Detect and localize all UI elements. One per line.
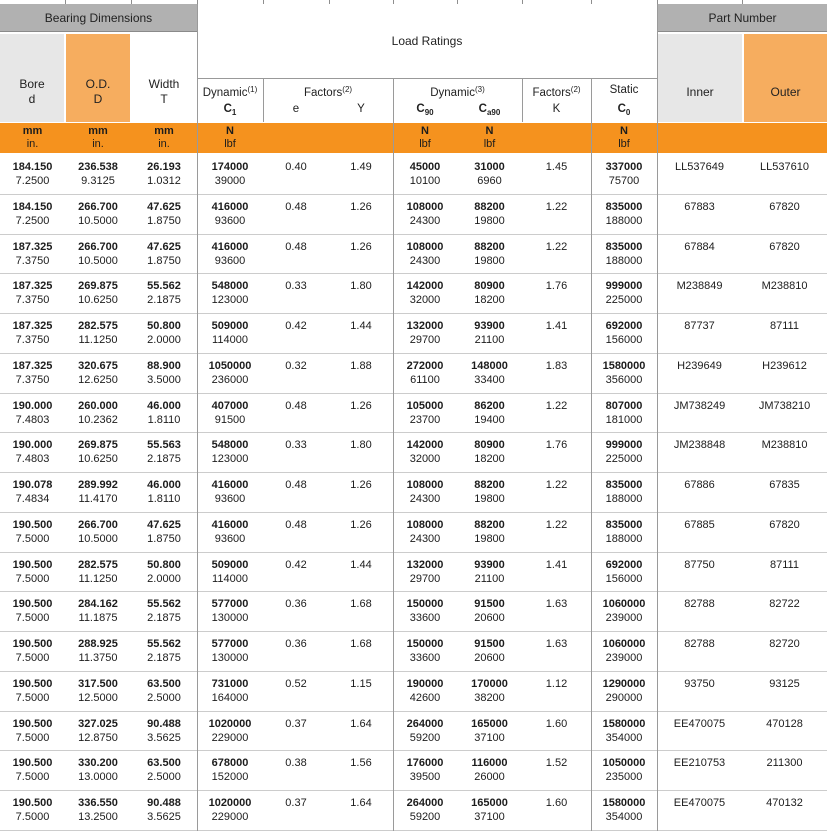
cell-outer: 67820 bbox=[769, 518, 800, 531]
column-divider bbox=[197, 4, 198, 831]
cell-width: 47.625 1.8750 bbox=[147, 200, 181, 227]
cell-c90: 176000 39500 bbox=[406, 757, 444, 784]
column-header-width: Width T bbox=[132, 34, 196, 122]
part-number-band bbox=[658, 4, 827, 32]
cell-k: 1.22 bbox=[545, 200, 568, 213]
cell-ca90: 88200 19800 bbox=[474, 479, 505, 506]
cell-c0: 1580000 354000 bbox=[602, 717, 646, 744]
cell-inner: 87737 bbox=[684, 320, 715, 333]
cell-c0: 1290000 290000 bbox=[602, 677, 646, 704]
cell-outer: LL537610 bbox=[760, 161, 809, 173]
group-label-dynamic3: Dynamic$^{(3)}$ bbox=[430, 85, 485, 99]
cell-outer: 67820 bbox=[769, 200, 800, 213]
cell-outer: H239612 bbox=[762, 359, 807, 372]
cell-c90: 108000 24300 bbox=[406, 479, 444, 506]
cell-od: 269.875 10.6250 bbox=[78, 439, 118, 466]
cell-width: 90.488 3.5625 bbox=[147, 797, 181, 824]
cell-c1: 577000 130000 bbox=[211, 598, 249, 625]
cell-width: 55.562 2.1875 bbox=[147, 280, 181, 307]
table-row bbox=[0, 155, 827, 195]
column-divider bbox=[263, 78, 264, 122]
cell-inner: EE210753 bbox=[673, 757, 726, 770]
cell-y: 1.64 bbox=[350, 797, 372, 810]
cell-c0: 1060000 239000 bbox=[602, 638, 646, 665]
cell-width: 63.500 2.5000 bbox=[147, 757, 181, 784]
units-band bbox=[0, 123, 827, 153]
group-label-factors-k: Factors$^{(2)}$ bbox=[532, 85, 581, 99]
cell-k: 1.12 bbox=[545, 677, 568, 690]
cell-c90: 132000 29700 bbox=[406, 558, 444, 585]
table-row bbox=[0, 394, 827, 434]
cell-e: 0.48 bbox=[285, 518, 307, 531]
cell-y: 1.88 bbox=[350, 359, 372, 372]
cell-width: 46.000 1.8110 bbox=[147, 399, 181, 426]
cell-c1: 577000 130000 bbox=[211, 638, 249, 665]
group-label-dynamic1: Dynamic$^{(1)}$ bbox=[202, 85, 258, 99]
cell-e: 0.37 bbox=[285, 717, 307, 730]
cell-bore: 190.500 7.5000 bbox=[12, 518, 53, 545]
cell-c0: 999000 225000 bbox=[605, 280, 643, 307]
symbol-c90: $C_{90}$ bbox=[416, 103, 434, 117]
table-row bbox=[0, 712, 827, 752]
cell-y: 1.49 bbox=[350, 161, 372, 173]
cell-k: 1.41 bbox=[545, 558, 568, 571]
cell-y: 1.26 bbox=[350, 518, 372, 531]
cell-bore: 190.500 7.5000 bbox=[12, 677, 53, 704]
cell-outer: 470132 bbox=[766, 797, 803, 810]
table-row bbox=[0, 274, 827, 314]
units-ca90: N lbf bbox=[483, 125, 496, 150]
cell-k: 1.60 bbox=[545, 797, 568, 810]
cell-c0: 1580000 356000 bbox=[602, 359, 646, 386]
cell-e: 0.36 bbox=[285, 638, 307, 651]
cell-ca90: 80900 18200 bbox=[474, 280, 505, 307]
cell-bore: 184.150 7.2500 bbox=[12, 200, 53, 227]
units-bore: mm in. bbox=[22, 125, 43, 150]
cell-e: 0.38 bbox=[285, 757, 307, 770]
cell-outer: 87111 bbox=[770, 320, 799, 333]
cell-outer: 67820 bbox=[769, 240, 800, 253]
cell-k: 1.76 bbox=[545, 280, 568, 293]
cell-bore: 190.500 7.5000 bbox=[12, 757, 53, 784]
cell-c1: 174000 39000 bbox=[211, 161, 249, 187]
cell-ca90: 165000 37100 bbox=[471, 717, 508, 744]
column-divider bbox=[591, 78, 592, 831]
cell-ca90: 86200 19400 bbox=[474, 399, 505, 426]
cell-od: 266.700 10.5000 bbox=[78, 200, 118, 227]
cell-e: 0.48 bbox=[285, 399, 307, 412]
cell-y: 1.68 bbox=[350, 598, 372, 611]
cell-od: 282.575 11.1250 bbox=[78, 320, 118, 347]
table-row bbox=[0, 354, 827, 394]
cell-inner: 67883 bbox=[684, 200, 715, 213]
cell-y: 1.44 bbox=[350, 320, 372, 333]
column-divider bbox=[522, 78, 523, 122]
cell-c90: 108000 24300 bbox=[406, 240, 444, 267]
cell-k: 1.45 bbox=[545, 161, 568, 173]
cell-e: 0.48 bbox=[285, 240, 307, 253]
cell-width: 47.625 1.8750 bbox=[147, 240, 181, 267]
cell-inner: 82788 bbox=[684, 638, 715, 651]
cell-outer: JM738210 bbox=[758, 399, 811, 412]
cell-bore: 187.325 7.3750 bbox=[12, 320, 53, 347]
cell-outer: M238810 bbox=[761, 280, 808, 293]
units-c0: N lbf bbox=[618, 125, 630, 150]
table-body bbox=[0, 155, 827, 831]
cell-c90: 272000 61100 bbox=[406, 359, 444, 386]
cell-k: 1.52 bbox=[545, 757, 568, 770]
cell-ca90: 93900 21100 bbox=[474, 320, 505, 347]
cell-c1: 509000 114000 bbox=[211, 558, 249, 585]
cell-c1: 509000 114000 bbox=[211, 320, 249, 347]
units-c1: N lbf bbox=[224, 125, 236, 150]
cell-ca90: 93900 21100 bbox=[474, 558, 505, 585]
cell-od: 289.992 11.4170 bbox=[78, 479, 118, 506]
cell-k: 1.22 bbox=[545, 399, 568, 412]
cell-width: 46.000 1.8110 bbox=[147, 479, 181, 506]
cell-c0: 835000 188000 bbox=[605, 200, 643, 227]
group-label-static: Static bbox=[609, 84, 639, 96]
cell-bore: 187.325 7.3750 bbox=[12, 240, 53, 267]
cell-bore: 187.325 7.3750 bbox=[12, 280, 53, 307]
cell-c90: 105000 23700 bbox=[406, 399, 444, 426]
cell-ca90: 165000 37100 bbox=[471, 797, 508, 824]
symbol-ca90: $C_{a90}$ bbox=[478, 103, 501, 117]
symbol-c1: $C_1$ bbox=[223, 103, 237, 117]
cell-c1: 678000 152000 bbox=[211, 757, 249, 784]
cell-inner: EE470075 bbox=[673, 717, 726, 730]
table-row bbox=[0, 553, 827, 593]
cell-e: 0.42 bbox=[285, 558, 307, 571]
cell-k: 1.63 bbox=[545, 638, 568, 651]
cell-outer: 93125 bbox=[769, 677, 800, 690]
units-od: mm in. bbox=[88, 125, 108, 150]
cell-c90: 264000 59200 bbox=[406, 717, 444, 744]
units-c90: N lbf bbox=[419, 125, 431, 150]
cell-od: 260.000 10.2362 bbox=[78, 399, 118, 426]
cell-k: 1.22 bbox=[545, 479, 568, 492]
symbol-y: Y bbox=[357, 103, 365, 115]
cell-od: 236.538 9.3125 bbox=[78, 161, 118, 187]
cell-inner: JM738249 bbox=[673, 399, 726, 412]
cell-y: 1.26 bbox=[350, 200, 372, 213]
cell-e: 0.42 bbox=[285, 320, 307, 333]
cell-k: 1.60 bbox=[545, 717, 568, 730]
cell-bore: 190.500 7.5000 bbox=[12, 598, 53, 625]
cell-od: 336.550 13.2500 bbox=[78, 797, 118, 824]
cell-c1: 416000 93600 bbox=[211, 240, 249, 267]
cell-k: 1.83 bbox=[545, 359, 568, 372]
cell-outer: 211300 bbox=[766, 757, 803, 770]
cell-c90: 142000 32000 bbox=[406, 280, 444, 307]
cell-inner: H239649 bbox=[677, 359, 722, 372]
cell-c90: 142000 32000 bbox=[406, 439, 444, 466]
bearing-dimensions-label: Bearing Dimensions bbox=[44, 10, 153, 25]
column-header-outer: Outer bbox=[744, 34, 827, 122]
cell-od: 288.925 11.3750 bbox=[78, 638, 118, 665]
cell-bore: 187.325 7.3750 bbox=[12, 359, 53, 386]
cell-width: 55.562 2.1875 bbox=[147, 598, 181, 625]
cell-e: 0.48 bbox=[285, 200, 307, 213]
cell-od: 284.162 11.1875 bbox=[78, 598, 118, 625]
cell-y: 1.26 bbox=[350, 399, 372, 412]
cell-inner: JM238848 bbox=[673, 439, 726, 452]
cell-e: 0.32 bbox=[285, 359, 307, 372]
cell-c0: 807000 181000 bbox=[605, 399, 643, 426]
cell-width: 50.800 2.0000 bbox=[147, 320, 181, 347]
cell-c1: 1020000 229000 bbox=[208, 797, 252, 824]
cell-bore: 190.000 7.4803 bbox=[12, 439, 53, 466]
cell-ca90: 88200 19800 bbox=[474, 240, 505, 267]
cell-width: 50.800 2.0000 bbox=[147, 558, 181, 585]
table-row bbox=[0, 433, 827, 473]
cell-od: 282.575 11.1250 bbox=[78, 558, 118, 585]
cell-ca90: 80900 18200 bbox=[474, 439, 505, 466]
subheader-rule bbox=[197, 78, 657, 79]
cell-c90: 45000 10100 bbox=[409, 161, 441, 187]
cell-c1: 407000 91500 bbox=[211, 399, 249, 426]
cell-inner: 67885 bbox=[684, 518, 715, 531]
column-divider bbox=[393, 78, 394, 831]
group-label-factors-ey: Factors$^{(2)}$ bbox=[303, 85, 353, 99]
cell-width: 47.625 1.8750 bbox=[147, 518, 181, 545]
table-row bbox=[0, 235, 827, 275]
cell-c1: 416000 93600 bbox=[211, 200, 249, 227]
cell-outer: 87111 bbox=[770, 558, 799, 571]
cell-od: 330.200 13.0000 bbox=[78, 757, 118, 784]
cell-y: 1.15 bbox=[350, 677, 372, 690]
cell-od: 320.675 12.6250 bbox=[78, 359, 118, 386]
cell-c0: 1050000 235000 bbox=[602, 757, 646, 784]
load-ratings-label: Load Ratings bbox=[391, 34, 463, 48]
cell-e: 0.33 bbox=[285, 439, 307, 452]
table-row bbox=[0, 195, 827, 235]
cell-inner: LL537649 bbox=[675, 161, 724, 173]
cell-k: 1.22 bbox=[545, 518, 568, 531]
cell-ca90: 88200 19800 bbox=[474, 200, 505, 227]
table-row bbox=[0, 632, 827, 672]
cell-inner: 67884 bbox=[684, 240, 715, 253]
cell-e: 0.40 bbox=[285, 161, 307, 173]
cell-outer: 470128 bbox=[766, 717, 803, 730]
cell-k: 1.41 bbox=[545, 320, 568, 333]
cell-c0: 337000 75700 bbox=[605, 161, 643, 187]
cell-c0: 692000 156000 bbox=[605, 558, 643, 585]
cell-bore: 190.500 7.5000 bbox=[12, 558, 53, 585]
symbol-e: e bbox=[292, 103, 300, 115]
cell-od: 327.025 12.8750 bbox=[78, 717, 118, 744]
cell-inner: 87750 bbox=[684, 558, 715, 571]
cell-ca90: 116000 26000 bbox=[471, 757, 508, 784]
cell-e: 0.52 bbox=[285, 677, 307, 690]
cell-c1: 1020000 229000 bbox=[208, 717, 252, 744]
cell-c90: 190000 42600 bbox=[406, 677, 444, 704]
cell-bore: 190.000 7.4803 bbox=[12, 399, 53, 426]
cell-y: 1.80 bbox=[350, 439, 372, 452]
cell-k: 1.22 bbox=[545, 240, 568, 253]
cell-y: 1.64 bbox=[350, 717, 372, 730]
cell-y: 1.26 bbox=[350, 479, 372, 492]
cell-k: 1.63 bbox=[545, 598, 568, 611]
cell-c0: 999000 225000 bbox=[605, 439, 643, 466]
cell-c1: 731000 164000 bbox=[211, 677, 249, 704]
cell-y: 1.56 bbox=[350, 757, 372, 770]
cell-bore: 184.150 7.2500 bbox=[12, 161, 53, 187]
column-header-od: O.D. D bbox=[66, 34, 130, 122]
cell-y: 1.44 bbox=[350, 558, 372, 571]
bearing-dimensions-band bbox=[0, 4, 197, 32]
cell-c1: 548000 123000 bbox=[211, 439, 249, 466]
cell-width: 55.562 2.1875 bbox=[147, 638, 181, 665]
cell-y: 1.26 bbox=[350, 240, 372, 253]
table-row bbox=[0, 592, 827, 632]
column-divider bbox=[657, 4, 658, 831]
cell-bore: 190.500 7.5000 bbox=[12, 797, 53, 824]
cell-e: 0.37 bbox=[285, 797, 307, 810]
cell-bore: 190.078 7.4834 bbox=[12, 479, 53, 506]
symbol-k: K bbox=[552, 103, 561, 115]
cell-y: 1.80 bbox=[350, 280, 372, 293]
cell-inner: 67886 bbox=[684, 479, 715, 492]
cell-c0: 835000 188000 bbox=[605, 518, 643, 545]
cell-width: 63.500 2.5000 bbox=[147, 677, 181, 704]
column-header-bore: Bore d bbox=[0, 34, 64, 122]
cell-inner: 93750 bbox=[684, 677, 715, 690]
cell-width: 26.193 1.0312 bbox=[147, 161, 181, 187]
cell-inner: 82788 bbox=[684, 598, 715, 611]
cell-ca90: 170000 38200 bbox=[471, 677, 508, 704]
cell-width: 55.563 2.1875 bbox=[147, 439, 181, 466]
cell-ca90: 91500 20600 bbox=[474, 598, 505, 625]
cell-od: 266.700 10.5000 bbox=[78, 240, 118, 267]
cell-outer: M238810 bbox=[761, 439, 808, 452]
cell-bore: 190.500 7.5000 bbox=[12, 717, 53, 744]
cell-ca90: 88200 19800 bbox=[474, 518, 505, 545]
cell-c1: 548000 123000 bbox=[211, 280, 249, 307]
cell-ca90: 31000 6960 bbox=[474, 161, 505, 187]
cell-outer: 82720 bbox=[769, 638, 800, 651]
cell-c0: 835000 188000 bbox=[605, 240, 643, 267]
table-row bbox=[0, 314, 827, 354]
units-width: mm in. bbox=[154, 125, 174, 150]
cell-ca90: 148000 33400 bbox=[471, 359, 508, 386]
cell-c90: 132000 29700 bbox=[406, 320, 444, 347]
cell-e: 0.48 bbox=[285, 479, 307, 492]
cell-c1: 416000 93600 bbox=[211, 479, 249, 506]
part-number-label: Part Number bbox=[708, 10, 777, 25]
cell-c0: 1580000 354000 bbox=[602, 797, 646, 824]
cell-c0: 1060000 239000 bbox=[602, 598, 646, 625]
cell-c90: 108000 24300 bbox=[406, 518, 444, 545]
table-row bbox=[0, 513, 827, 553]
cell-c90: 264000 59200 bbox=[406, 797, 444, 824]
table-row bbox=[0, 751, 827, 791]
cell-c0: 835000 188000 bbox=[605, 479, 643, 506]
cell-k: 1.76 bbox=[545, 439, 568, 452]
cell-c90: 150000 33600 bbox=[406, 638, 444, 665]
column-header-inner: Inner bbox=[658, 34, 742, 122]
cell-c1: 1050000 236000 bbox=[208, 359, 252, 386]
cell-c90: 150000 33600 bbox=[406, 598, 444, 625]
table-row bbox=[0, 791, 827, 831]
cell-width: 88.900 3.5000 bbox=[147, 359, 181, 386]
cell-ca90: 91500 20600 bbox=[474, 638, 505, 665]
cell-e: 0.33 bbox=[285, 280, 307, 293]
cell-od: 266.700 10.5000 bbox=[78, 518, 118, 545]
cell-od: 317.500 12.5000 bbox=[78, 677, 118, 704]
table-row bbox=[0, 672, 827, 712]
table-row bbox=[0, 473, 827, 513]
cell-c0: 692000 156000 bbox=[605, 320, 643, 347]
cell-e: 0.36 bbox=[285, 598, 307, 611]
cell-inner: EE470075 bbox=[673, 797, 726, 810]
cell-y: 1.68 bbox=[350, 638, 372, 651]
cell-c90: 108000 24300 bbox=[406, 200, 444, 227]
cell-od: 269.875 10.6250 bbox=[78, 280, 118, 307]
cell-outer: 82722 bbox=[769, 598, 800, 611]
cell-outer: 67835 bbox=[769, 479, 800, 492]
cell-c1: 416000 93600 bbox=[211, 518, 249, 545]
cell-inner: M238849 bbox=[676, 280, 723, 293]
cell-width: 90.488 3.5625 bbox=[147, 717, 181, 744]
cell-bore: 190.500 7.5000 bbox=[12, 638, 53, 665]
symbol-c0: $C_0$ bbox=[617, 103, 631, 117]
